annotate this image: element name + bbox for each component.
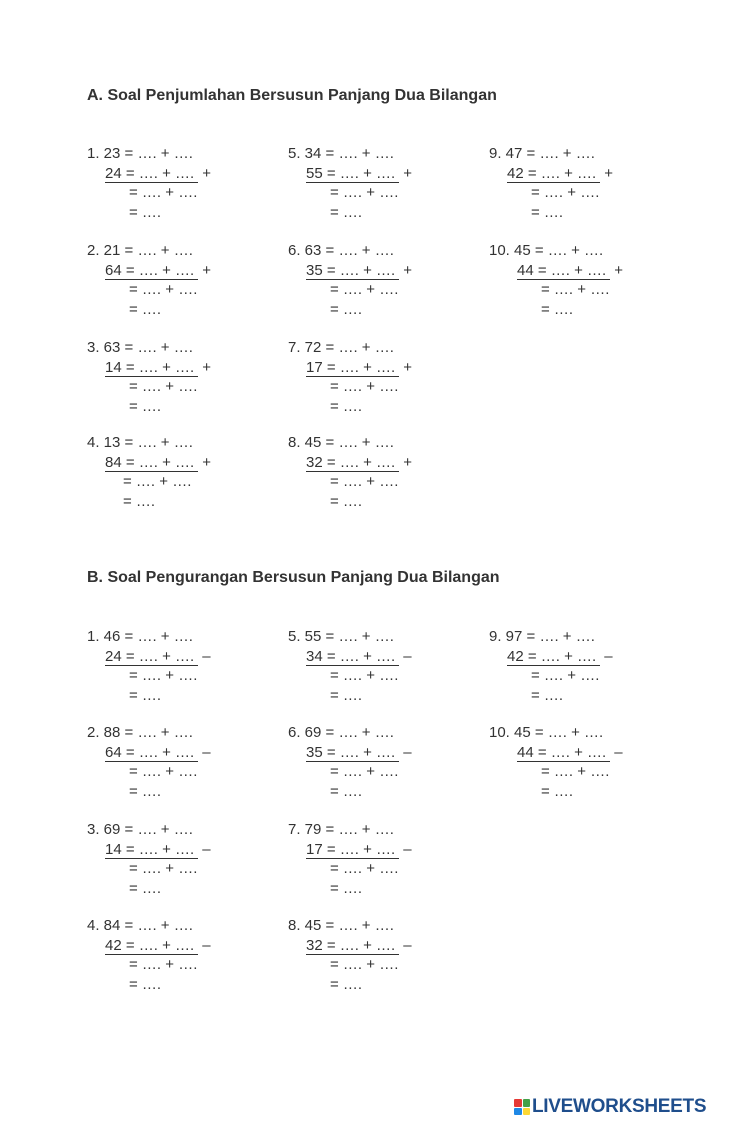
- problem-line-3: = …. + ….: [330, 667, 399, 684]
- problem-label: 7. 79 = …. + ….: [288, 821, 394, 838]
- problem-line-3: = …. + ….: [330, 763, 399, 780]
- problem-label: 1. 23 = …. + ….: [87, 145, 193, 162]
- problem-line-3: = …. + ….: [129, 667, 198, 684]
- problem-line-2: [489, 743, 623, 763]
- problem-result-line: = ….: [330, 782, 363, 800]
- logo-wordmark: LIVEWORKSHEETS: [532, 1096, 707, 1117]
- problem-underlined-line: 24 = …. + ….: [105, 166, 198, 183]
- problem-line-2: [288, 164, 412, 184]
- problem-underlined-line: 84 = …. + ….: [105, 455, 198, 472]
- problem-label: 9. 47 = …. + ….: [489, 145, 595, 162]
- problem-line-2: [288, 358, 412, 378]
- problem-label: 7. 72 = …. + ….: [288, 339, 394, 356]
- problem-line-2: [288, 936, 412, 956]
- problem-line-3: = …. + ….: [541, 763, 610, 780]
- problem-underlined-line: 55 = …. + ….: [306, 166, 399, 183]
- subtraction-problem-9: [489, 627, 613, 705]
- problem-underlined-line: 32 = …. + ….: [306, 938, 399, 955]
- subtraction-problem-1: [87, 627, 211, 705]
- problem-label: 4. 84 = …. + ….: [87, 917, 193, 934]
- problem-label: 5. 34 = …. + ….: [288, 145, 394, 162]
- problem-underlined-line: 44 = …. + ….: [517, 263, 610, 280]
- operator-sign: –: [403, 647, 412, 665]
- subtraction-problem-8: [288, 916, 412, 994]
- section-a-title: A. Soal Penjumlahan Bersusun Panjang Dua Bilangan: [87, 87, 497, 104]
- problem-line-2: [288, 840, 412, 860]
- addition-problem-8: [288, 433, 412, 511]
- addition-problem-3: [87, 338, 211, 416]
- addition-problem-10: [489, 241, 623, 319]
- operator-sign: +: [202, 358, 211, 376]
- problem-result-line: = ….: [129, 782, 162, 800]
- problem-line-2: [87, 647, 211, 667]
- problem-label: 8. 45 = …. + ….: [288, 917, 394, 934]
- problem-underlined-line: 35 = …. + ….: [306, 263, 399, 280]
- operator-sign: –: [202, 936, 211, 954]
- subtraction-problem-6: [288, 723, 412, 801]
- operator-sign: –: [403, 840, 412, 858]
- problem-line-2: [87, 840, 211, 860]
- operator-sign: –: [604, 647, 613, 665]
- operator-sign: +: [403, 261, 412, 279]
- problem-line-2: [87, 164, 211, 184]
- operator-sign: +: [604, 164, 613, 182]
- problem-line-3: = …. + ….: [129, 378, 198, 395]
- problem-line-3: = …. + ….: [330, 378, 399, 395]
- problem-line-2: [87, 358, 211, 378]
- addition-problem-5: [288, 144, 412, 222]
- problem-line-3: = …. + ….: [531, 184, 600, 201]
- problem-line-3: = …. + ….: [129, 860, 198, 877]
- addition-problem-7: [288, 338, 412, 416]
- problem-underlined-line: 14 = …. + ….: [105, 842, 198, 859]
- liveworksheets-logo-icon: [514, 1099, 530, 1115]
- problem-line-2: [87, 261, 211, 281]
- operator-sign: –: [202, 743, 211, 761]
- addition-problem-4: [87, 433, 211, 511]
- section-b-title: B. Soal Pengurangan Bersusun Panjang Dua Bilangan: [87, 569, 500, 586]
- problem-result-line: = ….: [330, 397, 363, 415]
- problem-result-line: = ….: [531, 686, 564, 704]
- operator-sign: +: [202, 261, 211, 279]
- problem-line-3: = …. + ….: [330, 860, 399, 877]
- problem-line-3: = …. + ….: [330, 956, 399, 973]
- problem-line-3: = …. + ….: [129, 956, 198, 973]
- problem-result-line: = ….: [330, 203, 363, 221]
- problem-result-line: = ….: [129, 879, 162, 897]
- problem-label: 4. 13 = …. + ….: [87, 434, 193, 451]
- problem-underlined-line: 64 = …. + ….: [105, 263, 198, 280]
- problem-result-line: = ….: [330, 686, 363, 704]
- liveworksheets-logo[interactable]: [514, 1096, 706, 1118]
- problem-result-line: = ….: [129, 203, 162, 221]
- problem-underlined-line: 42 = …. + ….: [507, 649, 600, 666]
- subtraction-problem-10: [489, 723, 623, 801]
- problem-line-2: [87, 453, 211, 473]
- subtraction-problem-5: [288, 627, 412, 705]
- operator-sign: –: [403, 936, 412, 954]
- problem-underlined-line: 14 = …. + ….: [105, 360, 198, 377]
- operator-sign: +: [403, 453, 412, 471]
- operator-sign: –: [614, 743, 623, 761]
- addition-problem-9: [489, 144, 613, 222]
- problem-label: 10. 45 = …. + ….: [489, 242, 604, 259]
- problem-result-line: = ….: [330, 879, 363, 897]
- problem-line-2: [87, 936, 211, 956]
- problem-line-3: = …. + ….: [541, 281, 610, 298]
- problem-label: 6. 69 = …. + ….: [288, 724, 394, 741]
- problem-line-3: = …. + ….: [330, 184, 399, 201]
- operator-sign: –: [403, 743, 412, 761]
- problem-underlined-line: 24 = …. + ….: [105, 649, 198, 666]
- addition-problem-2: [87, 241, 211, 319]
- problem-label: 2. 21 = …. + ….: [87, 242, 193, 259]
- problem-underlined-line: 32 = …. + ….: [306, 455, 399, 472]
- problem-line-3: = …. + ….: [123, 473, 192, 490]
- problem-result-line: = ….: [330, 492, 363, 510]
- subtraction-problem-7: [288, 820, 412, 898]
- problem-result-line: = ….: [129, 300, 162, 318]
- subtraction-problem-3: [87, 820, 211, 898]
- operator-sign: –: [202, 647, 211, 665]
- problem-result-line: = ….: [123, 492, 156, 510]
- problem-result-line: = ….: [129, 975, 162, 993]
- operator-sign: +: [614, 261, 623, 279]
- problem-result-line: = ….: [330, 975, 363, 993]
- problem-result-line: = ….: [541, 782, 574, 800]
- problem-underlined-line: 17 = …. + ….: [306, 842, 399, 859]
- problem-line-2: [288, 453, 412, 473]
- problem-line-2: [489, 647, 613, 667]
- problem-line-2: [489, 261, 623, 281]
- problem-label: 10. 45 = …. + ….: [489, 724, 604, 741]
- problem-underlined-line: 17 = …. + ….: [306, 360, 399, 377]
- problem-label: 9. 97 = …. + ….: [489, 628, 595, 645]
- problem-label: 5. 55 = …. + ….: [288, 628, 394, 645]
- problem-result-line: = ….: [330, 300, 363, 318]
- problem-label: 3. 69 = …. + ….: [87, 821, 193, 838]
- problem-underlined-line: 44 = …. + ….: [517, 745, 610, 762]
- problem-underlined-line: 42 = …. + ….: [507, 166, 600, 183]
- subtraction-problem-4: [87, 916, 211, 994]
- subtraction-problem-2: [87, 723, 211, 801]
- problem-label: 6. 63 = …. + ….: [288, 242, 394, 259]
- problem-line-3: = …. + ….: [330, 281, 399, 298]
- problem-label: 8. 45 = …. + ….: [288, 434, 394, 451]
- problem-result-line: = ….: [531, 203, 564, 221]
- operator-sign: +: [202, 164, 211, 182]
- problem-line-3: = …. + ….: [330, 473, 399, 490]
- problem-line-3: = …. + ….: [129, 763, 198, 780]
- problem-underlined-line: 42 = …. + ….: [105, 938, 198, 955]
- problem-result-line: = ….: [129, 686, 162, 704]
- problem-underlined-line: 34 = …. + ….: [306, 649, 399, 666]
- operator-sign: +: [403, 358, 412, 376]
- problem-line-2: [489, 164, 613, 184]
- problem-line-3: = …. + ….: [129, 281, 198, 298]
- problem-line-2: [288, 743, 412, 763]
- operator-sign: –: [202, 840, 211, 858]
- problem-line-2: [288, 261, 412, 281]
- operator-sign: +: [403, 164, 412, 182]
- problem-line-2: [288, 647, 412, 667]
- problem-line-2: [87, 743, 211, 763]
- problem-label: 3. 63 = …. + ….: [87, 339, 193, 356]
- problem-underlined-line: 64 = …. + ….: [105, 745, 198, 762]
- operator-sign: +: [202, 453, 211, 471]
- problem-line-3: = …. + ….: [129, 184, 198, 201]
- problem-underlined-line: 35 = …. + ….: [306, 745, 399, 762]
- problem-result-line: = ….: [129, 397, 162, 415]
- addition-problem-1: [87, 144, 211, 222]
- problem-line-3: = …. + ….: [531, 667, 600, 684]
- problem-result-line: = ….: [541, 300, 574, 318]
- problem-label: 2. 88 = …. + ….: [87, 724, 193, 741]
- problem-label: 1. 46 = …. + ….: [87, 628, 193, 645]
- addition-problem-6: [288, 241, 412, 319]
